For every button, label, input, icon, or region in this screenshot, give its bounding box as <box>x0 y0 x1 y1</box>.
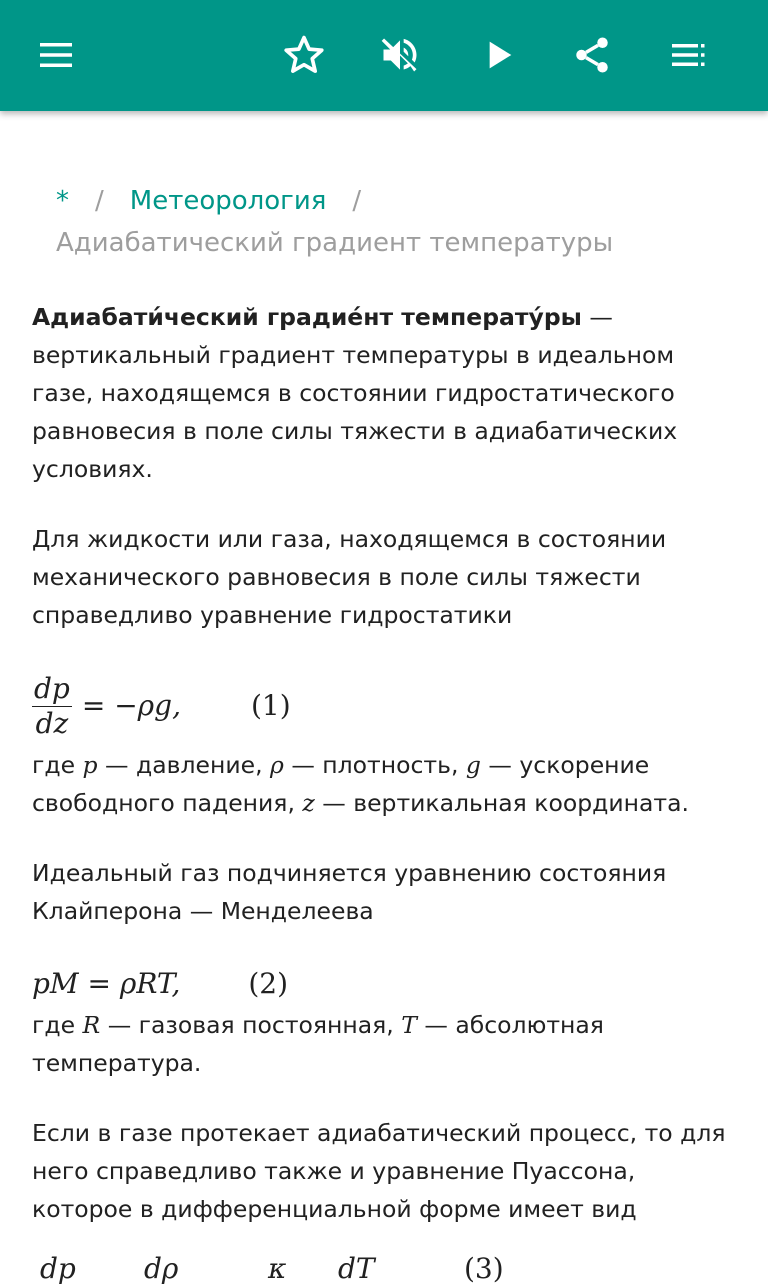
article-term: Адиабати́ческий градие́нт температу́ры <box>32 303 582 331</box>
text-fragment: — давление, <box>97 751 271 779</box>
fraction-numerator: dp <box>34 671 70 705</box>
breadcrumb-separator: / <box>352 186 362 216</box>
math-var: z <box>302 789 315 817</box>
breadcrumb-category-link[interactable]: Метеорология <box>129 186 327 216</box>
breadcrumb-current: Адиабатический градиент температуры <box>56 228 614 258</box>
play-icon <box>478 35 518 75</box>
text-fragment: — плотность, <box>283 751 466 779</box>
hamburger-menu-icon <box>36 35 76 75</box>
math-var: R <box>82 1011 101 1039</box>
breadcrumb <box>56 180 736 264</box>
mute-button[interactable] <box>376 31 424 79</box>
equation-2 <box>32 962 742 1006</box>
eq3-term: dp <box>40 1252 76 1285</box>
favorite-button[interactable] <box>280 31 328 79</box>
share-button[interactable] <box>568 31 616 79</box>
math-var: p <box>82 751 98 779</box>
text-fragment: где <box>32 1011 83 1039</box>
app-bar <box>0 0 768 111</box>
equation-1 <box>32 666 742 746</box>
text-fragment: — абсолютная температура. <box>32 1011 604 1077</box>
toc-button[interactable] <box>664 31 712 79</box>
text-fragment: — вертикальная координата. <box>314 789 689 817</box>
breadcrumb-separator: / <box>95 186 104 216</box>
variables-paragraph-1 <box>32 746 742 822</box>
volume-off-icon <box>378 33 422 77</box>
equation-1-label: (1) <box>250 689 291 722</box>
eq3-term: dρ <box>144 1252 179 1285</box>
equation-1-rhs: = −ρg, <box>81 689 181 722</box>
poisson-paragraph: Если в газе протекает адиабатический процесс, то для него справедливо также и уравнение Пуассона, которое в дифференциальной форме имеет вид <box>32 1119 726 1223</box>
text-fragment: — газовая постоянная, <box>100 1011 402 1039</box>
play-button[interactable] <box>474 31 522 79</box>
intro-paragraph <box>32 298 742 488</box>
article-body <box>32 298 742 1260</box>
math-var: T <box>401 1011 417 1039</box>
equation-2-body: pM = ρRT, <box>32 967 181 1000</box>
fraction-denominator: dz <box>35 706 69 740</box>
math-var: g <box>465 751 481 779</box>
equation-1-fraction <box>32 672 72 741</box>
equation-2-label: (2) <box>248 967 289 1000</box>
math-var: ρ <box>270 751 284 779</box>
eq3-term: dT <box>338 1252 375 1285</box>
menu-button[interactable] <box>32 31 80 79</box>
list-icon <box>668 35 708 75</box>
hydrostatics-paragraph: Для жидкости или газа, находящемся в состоянии механического равновесия в поле силы тяжести справедливо уравнение гидростатики <box>32 525 667 629</box>
text-fragment: где <box>32 751 83 779</box>
share-icon <box>571 34 613 76</box>
star-outline-icon <box>282 33 326 77</box>
eq3-term: κ <box>268 1252 287 1285</box>
text-fragment: — ускорение свободного падения, <box>32 751 650 817</box>
breadcrumb-root-link[interactable]: * <box>56 186 69 216</box>
eq3-label: (3) <box>464 1252 504 1285</box>
intro-text: — вертикальный градиент температуры в идеальном газе, находящемся в состоянии гидростатического равновесия в поле силы тяжести в адиабатических условиях. <box>32 303 678 483</box>
ideal-gas-paragraph: Идеальный газ подчиняется уравнению состояния Клайперона — Менделеева <box>32 859 667 925</box>
variables-paragraph-2 <box>32 1006 742 1082</box>
